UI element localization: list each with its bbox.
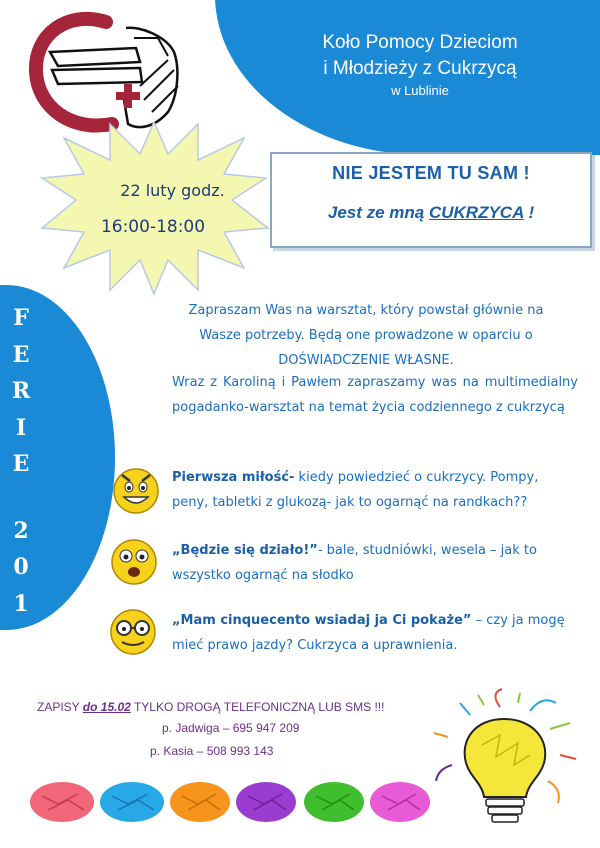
surprised-emoji-icon — [108, 536, 160, 588]
org-line-3: w Lublinie — [391, 83, 449, 98]
topic-title: „Będzie się działo!” — [172, 543, 318, 558]
signup-suffix: TYLKO DROGĄ TELEFONICZNĄ LUB SMS !!! — [130, 700, 385, 714]
logo-hands-icon — [28, 8, 188, 136]
topic-item — [172, 538, 578, 588]
topic-title: „Mam cinquecento wsiadaj ja Ci pokaże” — [172, 613, 472, 628]
topic-item — [172, 608, 578, 658]
slogan-line-1: NIE JESTEM TU SAM ! — [332, 163, 530, 183]
signup-info — [37, 697, 457, 717]
paper-ball-icon — [304, 782, 364, 822]
event-time: 16:00-18:00 — [100, 217, 206, 237]
slogan-line-2 — [270, 203, 592, 223]
topic-title: Pierwsza miłość- — [172, 470, 295, 485]
side-letter: E — [12, 341, 30, 368]
lightbulb-icon — [430, 685, 580, 835]
side-letter: I — [15, 414, 27, 441]
side-letter: F — [13, 305, 29, 331]
event-date: 22 luty godz. — [120, 181, 225, 200]
org-line-1: Koło Pomocy Dzieciom — [322, 32, 518, 53]
contact-kasia: p. Kasia – 508 993 143 — [150, 744, 274, 758]
topic-text: - bale, studniówki, wesela – jak to wszystko ogarnąć na słodko — [172, 543, 537, 583]
glasses-emoji-icon — [106, 606, 160, 658]
slogan-suffix: ! — [523, 203, 535, 222]
intro-line-3: DOŚWIADCZENIE WŁASNE. — [278, 353, 454, 368]
paper-ball-icon — [236, 782, 296, 822]
topic-text: kiedy powiedzieć o cukrzycy. Pompy, peny, tabletki z glukozą- jak to ogarnąć na randkach?? — [172, 470, 539, 510]
intro-line-2: Wasze potrzeby. Będą one prowadzone w oparciu o — [199, 328, 533, 343]
contact-jadwiga: p. Jadwiga – 695 947 209 — [162, 721, 300, 735]
org-line-2: i Młodzieży z Cukrzycą — [323, 58, 517, 79]
invitation-paragraph: Wraz z Karoliną i Pawłem zapraszamy was na multimedialny pogadanko-warsztat na temat życia codziennego z cukrzycą — [172, 375, 578, 415]
signup-prefix: ZAPISY — [37, 700, 83, 714]
slogan-prefix: Jest ze mną — [327, 203, 429, 222]
organization-name — [270, 30, 570, 100]
slogan-cukrzyca: CUKRZYCA — [428, 203, 524, 222]
grinning-emoji-icon — [110, 463, 162, 517]
side-letter: R — [11, 378, 31, 404]
side-digit: 1 — [13, 590, 29, 617]
topic-item — [172, 465, 578, 515]
intro-line-1: Zapraszam Was na warsztat, który powstał głównie na — [188, 303, 544, 318]
side-digit: 2 — [13, 517, 29, 544]
intro-paragraph — [176, 298, 556, 373]
side-digit: 0 — [13, 554, 29, 580]
paper-balls-row — [28, 778, 438, 826]
signup-deadline: do 15.02 — [82, 700, 131, 714]
starburst-icon — [38, 118, 270, 296]
side-banner-text — [0, 300, 42, 659]
topic-text: – czy ja mogę mieć prawo jazdy? Cukrzyca a uprawnienia. — [172, 613, 565, 653]
paper-ball-icon — [370, 782, 430, 822]
paper-ball-icon — [100, 782, 164, 822]
paper-ball-icon — [170, 782, 230, 822]
side-letter: E — [12, 451, 30, 477]
side-digit: 6 — [13, 627, 29, 653]
paper-ball-icon — [30, 782, 94, 822]
